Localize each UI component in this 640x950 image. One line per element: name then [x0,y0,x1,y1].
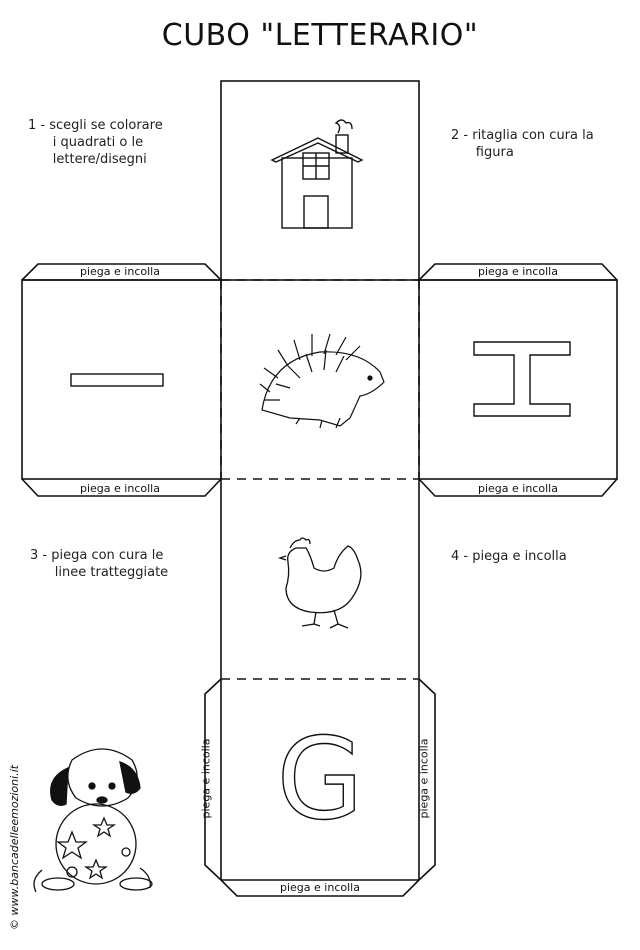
step-1: 1 - scegli se colorare i quadrati o le lettere/disegni [28,118,163,167]
site-credit: © www.bancadelleemozioni.it [8,764,21,930]
letter-i-left [71,374,163,386]
flap-label-side-left: piega e incolla [199,738,213,819]
house-picture [272,120,362,228]
flap-label-top-left: piega e incolla [80,265,160,278]
left-face [22,280,221,479]
step-2: 2 - ritaglia con cura la figura [451,128,594,160]
step-3: 3 - piega con cura le linee tratteggiate [30,548,169,580]
right-face [419,280,617,479]
flap-label-top-right: piega e incolla [478,265,558,278]
top-face [221,81,419,280]
step-4: 4 - piega e incolla [451,549,567,564]
flap-label-side-right: piega e incolla [417,738,431,819]
hen-picture [280,538,361,628]
dalmatian-puppy-picture [34,749,152,892]
page-title: CUBO "LETTERARIO" [161,18,479,53]
flap-label-bottom-left: piega e incolla [80,482,160,495]
flap-label-bottom-right: piega e incolla [478,482,558,495]
letter-i-right [474,342,570,416]
letter-g: G [276,715,364,845]
porcupine-picture [260,334,384,428]
flap-label-bottom: piega e incolla [280,881,360,894]
